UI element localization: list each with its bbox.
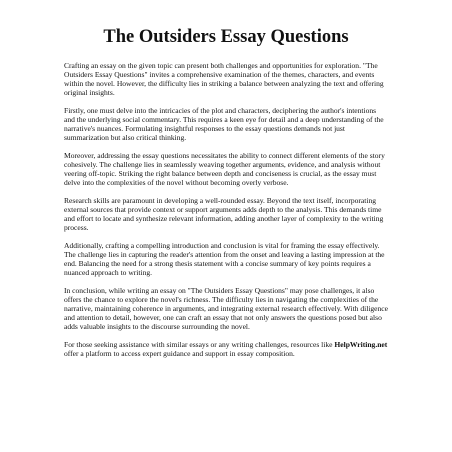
paragraph-additionally: Additionally, crafting a compelling introduction and conclusion is vital for framing the essay effectively. The challenge lies in capturing the reader's attention from the onset and leaving a lasting impression at the end. Balancing the need for a strong thesis statement with a concise summary of key points requires a nuanced approach to writing. — [64, 240, 385, 278]
closing-text-after: offer a platform to access expert guidance and support in essay composition. — [64, 349, 295, 358]
paragraph-moreover: Moreover, addressing the essay questions necessitates the ability to connect different elements of the story cohesively. The challenge lies in seamlessly weaving together arguments, evidence, and analysis without veering off-topic. Striking the right balance between depth and conciseness is crucial, as the essay must delve into the complexities of the novel without becoming overly verbose. — [64, 150, 385, 188]
paragraph-conclusion: In conclusion, while writing an essay on "The Outsiders Essay Questions" may pose challenges, it also offers the chance to explore the novel's richness. The difficulty lies in navigating the complexities of the narrative, maintaining coherence in arguments, and integrating external research effectively. With diligence and attention to detail, however, one can craft an essay that not only answers the questions posed but also adds valuable insights to the discourse surrounding the novel. — [64, 285, 389, 332]
paragraph-closing — [64, 340, 388, 358]
closing-text-before: For those seeking assistance with similar essays or any writing challenges, resources like — [64, 339, 335, 349]
paragraph-intro: Crafting an essay on the given topic can present both challenges and opportunities for exploration. "The Outsiders Essay Questions" invites a comprehensive examination of the themes, characters, and events within the novel. However, the difficulty lies in striking a balance between analyzing the text and offering original insights. — [64, 61, 384, 98]
paragraph-firstly: Firstly, one must delve into the intricacies of the plot and characters, deciphering the author's intentions and the underlying social commentary. This requires a keen eye for detail and a deep understanding of the narrative's nuances. Formulating insightful responses to the essay questions demands not just summarization but also critical thinking. — [64, 105, 384, 143]
brand-name: HelpWriting.net — [334, 339, 388, 349]
document-body — [64, 61, 388, 358]
paragraph-research: Research skills are paramount in developing a well-rounded essay. Beyond the text itself, incorporating external sources that provide context or support arguments adds depth to the analysis. This demands time and effort to locate and synthesize relevant information, adding another layer of complexity to the writing process. — [64, 195, 384, 233]
document-title: The Outsiders Essay Questions — [103, 27, 349, 47]
